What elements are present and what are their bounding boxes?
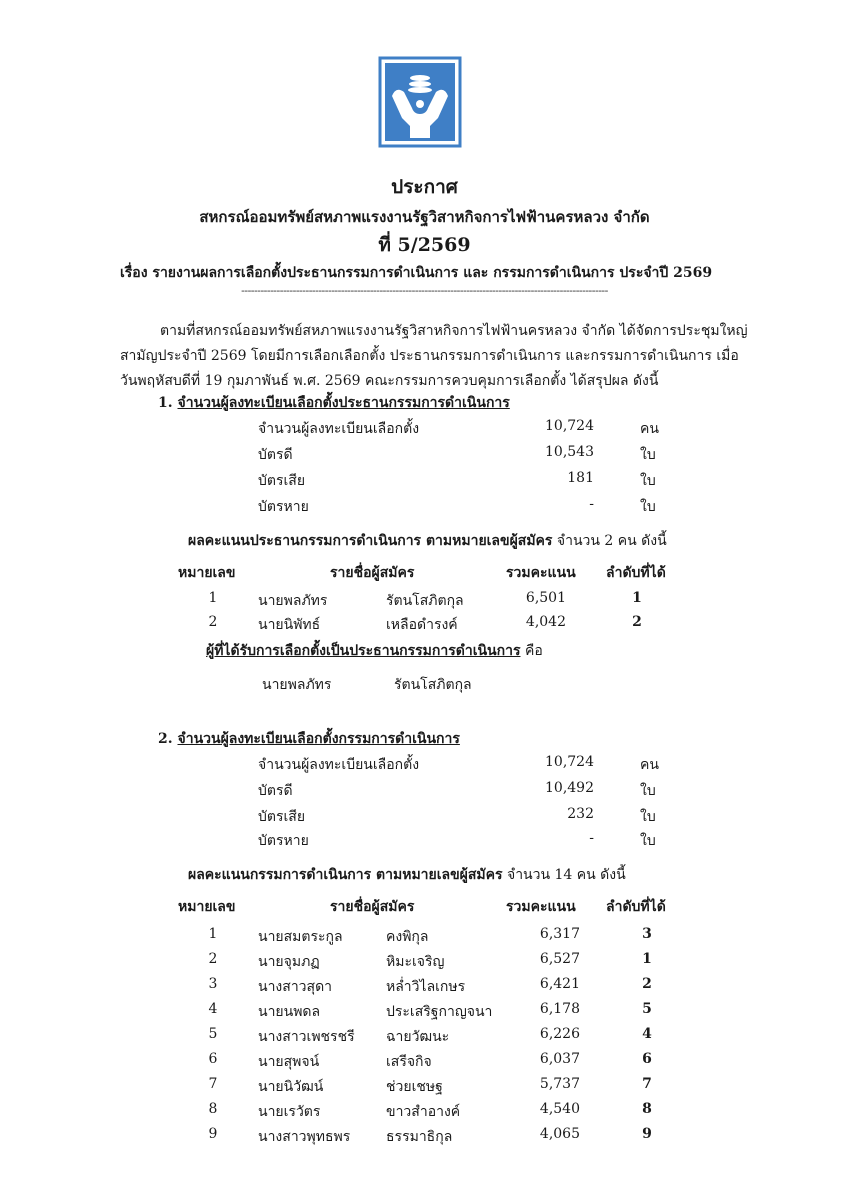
winner-heading-suffix: คือ: [520, 643, 543, 659]
s2-row-score: 6,317: [539, 926, 580, 942]
s2-row-rank: 9: [642, 1126, 652, 1142]
s1-row-number: 2: [208, 614, 218, 630]
s2-row-score: 4,065: [539, 1126, 580, 1142]
s1-col-score: รวมคะแนน: [506, 565, 576, 581]
s1-stat-value: 181: [567, 470, 594, 486]
s1-stat-label: จำนวนผู้ลงทะเบียนเลือกตั้ง: [258, 421, 420, 437]
s2-row-rank: 6: [642, 1051, 652, 1067]
s2-row-last-name: ประเสริฐกาญจนา: [386, 1004, 493, 1020]
s2-row-number: 8: [208, 1101, 218, 1117]
s2-row-last-name: ช่วยเชษฐ: [386, 1079, 443, 1095]
s2-row-rank: 1: [642, 951, 652, 967]
s2-stat-unit: ใบ: [640, 833, 656, 849]
s2-row-first-name: นางสาวพุทธพร: [258, 1129, 351, 1145]
s1-stat-label: บัตรหาย: [258, 499, 309, 515]
s1-stat-unit: ใบ: [640, 447, 656, 463]
s1-col-rank: ลำดับที่ได้: [606, 565, 666, 581]
s2-row-first-name: นายจุมภฏ: [258, 954, 320, 970]
s2-stat-value: 10,492: [545, 780, 594, 796]
s2-stat-label: จำนวนผู้ลงทะเบียนเลือกตั้ง: [258, 757, 420, 773]
s2-row-score: 4,540: [539, 1101, 580, 1117]
s2-stat-label: บัตรหาย: [258, 833, 309, 849]
section-1-number: 1.: [158, 395, 173, 411]
s2-row-score: 6,421: [539, 976, 580, 992]
intro-line-3: วันพฤหัสบดีที่ 19 กุมภาพันธ์ พ.ศ. 2569 คณะกรรมการควบคุมการเลือกตั้ง ได้สรุปผล ดังนี้: [120, 373, 659, 389]
s2-stat-unit: คน: [640, 757, 659, 773]
s2-row-first-name: นายนิวัฒน์: [258, 1079, 324, 1095]
s1-stat-value: -: [589, 496, 594, 512]
divider-line: ------------------------------------------------------------------------------------------------------------------: [241, 284, 608, 297]
s2-row-number: 3: [208, 976, 218, 992]
s1-result-heading: [188, 530, 667, 552]
s2-stat-unit: ใบ: [640, 783, 656, 799]
s2-stat-value: 10,724: [545, 754, 594, 770]
s2-row-first-name: นางสาวเพชรชรี: [258, 1029, 355, 1045]
s2-row-number: 1: [208, 926, 218, 942]
s1-row-score: 6,501: [525, 590, 566, 606]
announcement-title: ประกาศ: [391, 176, 458, 198]
announcement-subject: เรื่อง รายงานผลการเลือกตั้งประธานกรรมการดำเนินการ และ กรรมการดำเนินการ ประจำปี 2569: [120, 265, 713, 281]
s2-stat-label: บัตรเสีย: [258, 809, 306, 825]
s1-stat-unit: ใบ: [640, 499, 656, 515]
s2-col-score: รวมคะแนน: [506, 899, 576, 915]
s2-row-number: 4: [208, 1001, 218, 1017]
s2-row-first-name: นายสุพจน์: [258, 1054, 320, 1070]
s2-row-first-name: นายสมตระกูล: [258, 929, 343, 945]
s2-stat-value: -: [589, 830, 594, 846]
section-2-title: จำนวนผู้ลงทะเบียนเลือกตั้งกรรมการดำเนินการ: [177, 731, 460, 747]
s2-col-number: หมายเลข: [178, 899, 236, 915]
s1-stat-value: 10,724: [545, 418, 594, 434]
s2-row-last-name: เสรีจกิจ: [386, 1054, 432, 1070]
winner-last-name: รัตนโสภิตกุล: [394, 677, 472, 693]
s2-row-last-name: ขาวสำอางค์: [386, 1104, 461, 1120]
s2-row-score: 6,037: [539, 1051, 580, 1067]
s2-row-last-name: ฉายวัฒนะ: [386, 1029, 450, 1045]
s2-row-first-name: นางสาวสุดา: [258, 979, 333, 995]
s1-col-name: รายชื่อผู้สมัคร: [330, 565, 415, 581]
s2-row-score: 6,178: [539, 1001, 580, 1017]
s2-stat-value: 232: [567, 806, 594, 822]
winner-heading: [206, 640, 543, 662]
s1-row-number: 1: [208, 590, 218, 606]
s2-row-rank: 8: [642, 1101, 652, 1117]
s1-result-heading-bold: ผลคะแนนประธานกรรมการดำเนินการ ตามหมายเลขผู้สมัคร: [188, 533, 553, 549]
s1-stat-unit: คน: [640, 421, 659, 437]
s1-row-first-name: นายนิพัทธ์: [258, 617, 321, 633]
s1-stat-label: บัตรเสีย: [258, 473, 306, 489]
s1-row-last-name: เหลือดำรงค์: [386, 617, 458, 633]
s1-stat-unit: ใบ: [640, 473, 656, 489]
section-1-heading: [158, 392, 510, 414]
winner-first-name: นายพลภัทร: [262, 677, 332, 693]
announcement-number: ที่ 5/2569: [378, 234, 471, 256]
section-2-number: 2.: [158, 731, 173, 747]
s1-col-number: หมายเลข: [178, 565, 236, 581]
s1-row-rank: 1: [632, 590, 642, 606]
s2-row-score: 6,226: [539, 1026, 580, 1042]
s2-stat-unit: ใบ: [640, 809, 656, 825]
s1-row-last-name: รัตนโสภิตกุล: [386, 593, 464, 609]
s2-result-heading: [188, 864, 626, 886]
cooperative-logo: [378, 56, 462, 148]
s1-row-rank: 2: [632, 614, 642, 630]
s2-row-rank: 4: [642, 1026, 652, 1042]
s2-row-rank: 5: [642, 1001, 652, 1017]
s2-row-number: 6: [208, 1051, 218, 1067]
organization-name: สหกรณ์ออมทรัพย์สหภาพแรงงานรัฐวิสาหกิจการไฟฟ้านครหลวง จำกัด: [199, 208, 650, 226]
s2-row-number: 9: [208, 1126, 218, 1142]
s2-row-score: 5,737: [539, 1076, 580, 1092]
section-2-heading: [158, 728, 460, 750]
s2-row-first-name: นายนพดล: [258, 1004, 321, 1020]
s2-row-last-name: คงพิกุล: [386, 929, 429, 945]
s2-result-heading-bold: ผลคะแนนกรรมการดำเนินการ ตามหมายเลขผู้สมัคร: [188, 867, 503, 883]
s1-result-heading-rest: จำนวน 2 คน ดังนี้: [552, 533, 667, 549]
s2-stat-label: บัตรดี: [258, 783, 293, 799]
s2-row-first-name: นายเรวัตร: [258, 1104, 321, 1120]
s2-result-heading-rest: จำนวน 14 คน ดังนี้: [502, 867, 626, 883]
s2-col-rank: ลำดับที่ได้: [606, 899, 666, 915]
winner-heading-title: ผู้ที่ได้รับการเลือกตั้งเป็นประธานกรรมการดำเนินการ: [206, 643, 521, 659]
s2-row-last-name: หิมะเจริญ: [386, 954, 445, 970]
intro-line-1: ตามที่สหกรณ์ออมทรัพย์สหภาพแรงงานรัฐวิสาหกิจการไฟฟ้านครหลวง จำกัด ได้จัดการประชุมใหญ่: [160, 323, 748, 339]
s2-col-name: รายชื่อผู้สมัคร: [330, 899, 415, 915]
s1-row-score: 4,042: [525, 614, 566, 630]
s2-row-last-name: หล่ำวิไลเกษร: [386, 979, 466, 995]
s2-row-rank: 7: [642, 1076, 652, 1092]
s1-stat-value: 10,543: [545, 444, 594, 460]
s2-row-rank: 2: [642, 976, 652, 992]
s1-stat-label: บัตรดี: [258, 447, 293, 463]
section-1-title: จำนวนผู้ลงทะเบียนเลือกตั้งประธานกรรมการดำเนินการ: [177, 395, 510, 411]
s2-row-number: 2: [208, 951, 218, 967]
intro-line-2: สามัญประจำปี 2569 โดยมีการเลือกเลือกตั้ง ประธานกรรมการดำเนินการ และกรรมการดำเนินการ เมื่อ: [120, 348, 739, 364]
s2-row-last-name: ธรรมาธิกุล: [386, 1129, 453, 1145]
s2-row-number: 5: [208, 1026, 218, 1042]
s1-row-first-name: นายพลภัทร: [258, 593, 328, 609]
s2-row-score: 6,527: [539, 951, 580, 967]
s2-row-rank: 3: [642, 926, 652, 942]
s2-row-number: 7: [208, 1076, 218, 1092]
